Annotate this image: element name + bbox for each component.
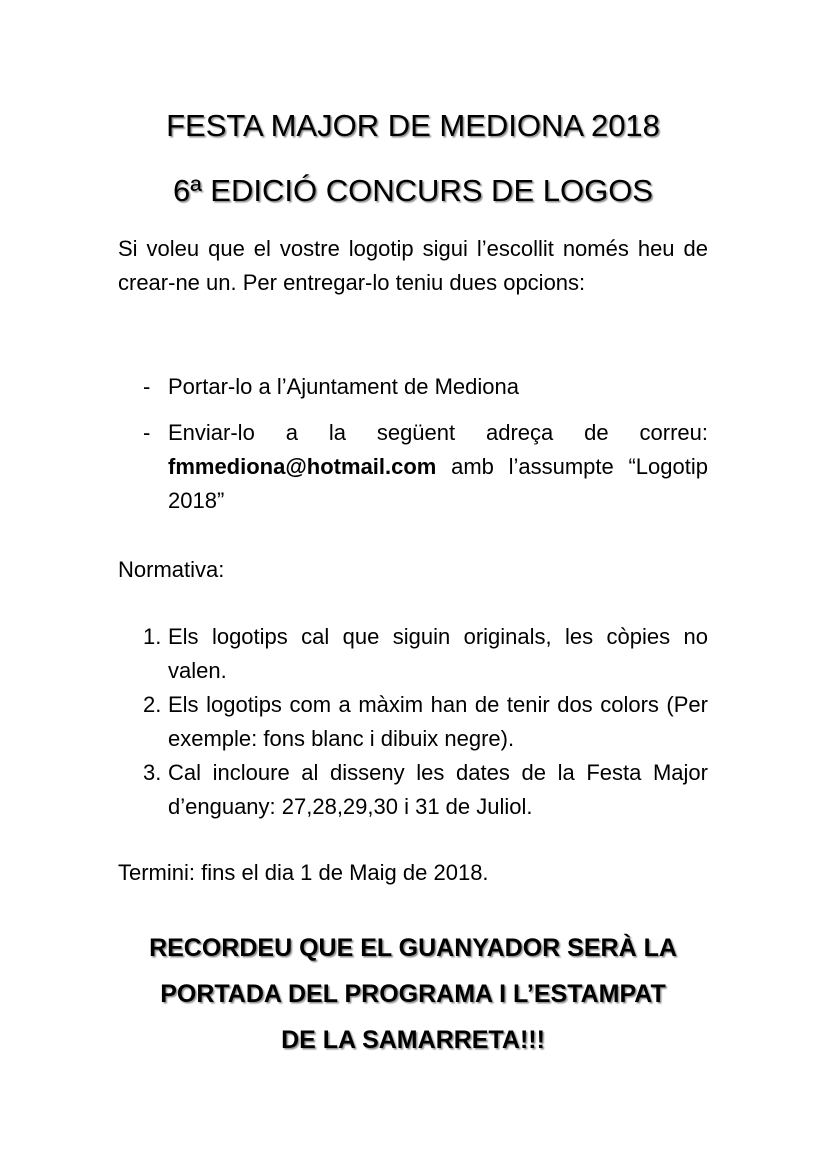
closing-line: RECORDEU QUE EL GUANYADOR SERÀ LA — [149, 934, 677, 962]
normativa-label: Normativa: — [118, 557, 225, 582]
rule-text: Els logotips com a màxim han de tenir dos colors (Per exemple: fons blanc i dibuix negre). — [168, 692, 708, 751]
intro-paragraph: Si voleu que el vostre logotip sigui l’escollit només heu de crear-ne un. Per entregar-lo teniu dues opcions: — [118, 236, 708, 295]
option-enviar-text: Enviar-lo a la següent adreça de correu: — [168, 420, 708, 445]
rule-number: 3. — [143, 760, 162, 785]
closing-line: DE LA SAMARRETA!!! — [281, 1026, 545, 1054]
rule-number: 2. — [143, 692, 162, 717]
rules-list — [118, 620, 708, 824]
closing-line: PORTADA DEL PROGRAMA I L’ESTAMPAT — [160, 980, 666, 1008]
rule-text: Els logotips cal que siguin originals, les còpies no valen. — [168, 624, 708, 683]
page-title: FESTA MAJOR DE MEDIONA 2018 — [166, 108, 660, 143]
rule-number: 1. — [143, 624, 162, 649]
list-item — [118, 416, 708, 518]
dash-marker: - — [143, 374, 151, 399]
option-subject-text: amb l’assumpte “Logotip 2018” — [168, 454, 708, 513]
option-portar-text: Portar-lo a l’Ajuntament de Mediona — [168, 374, 519, 399]
delivery-options-list — [118, 370, 708, 530]
list-item — [118, 370, 708, 404]
list-item — [118, 756, 708, 824]
email-address: fmmediona@hotmail.com — [168, 454, 437, 479]
closing-message — [0, 925, 826, 1063]
dash-marker: - — [143, 420, 151, 445]
list-item — [118, 688, 708, 756]
list-item — [118, 620, 708, 688]
page-subtitle: 6ª EDICIÓ CONCURS DE LOGOS — [172, 173, 653, 208]
deadline-text: Termini: fins el dia 1 de Maig de 2018. — [118, 860, 489, 885]
rule-text: Cal incloure al disseny les dates de la Festa Major d’enguany: 27,28,29,30 i 31 de Juliol. — [168, 760, 708, 819]
